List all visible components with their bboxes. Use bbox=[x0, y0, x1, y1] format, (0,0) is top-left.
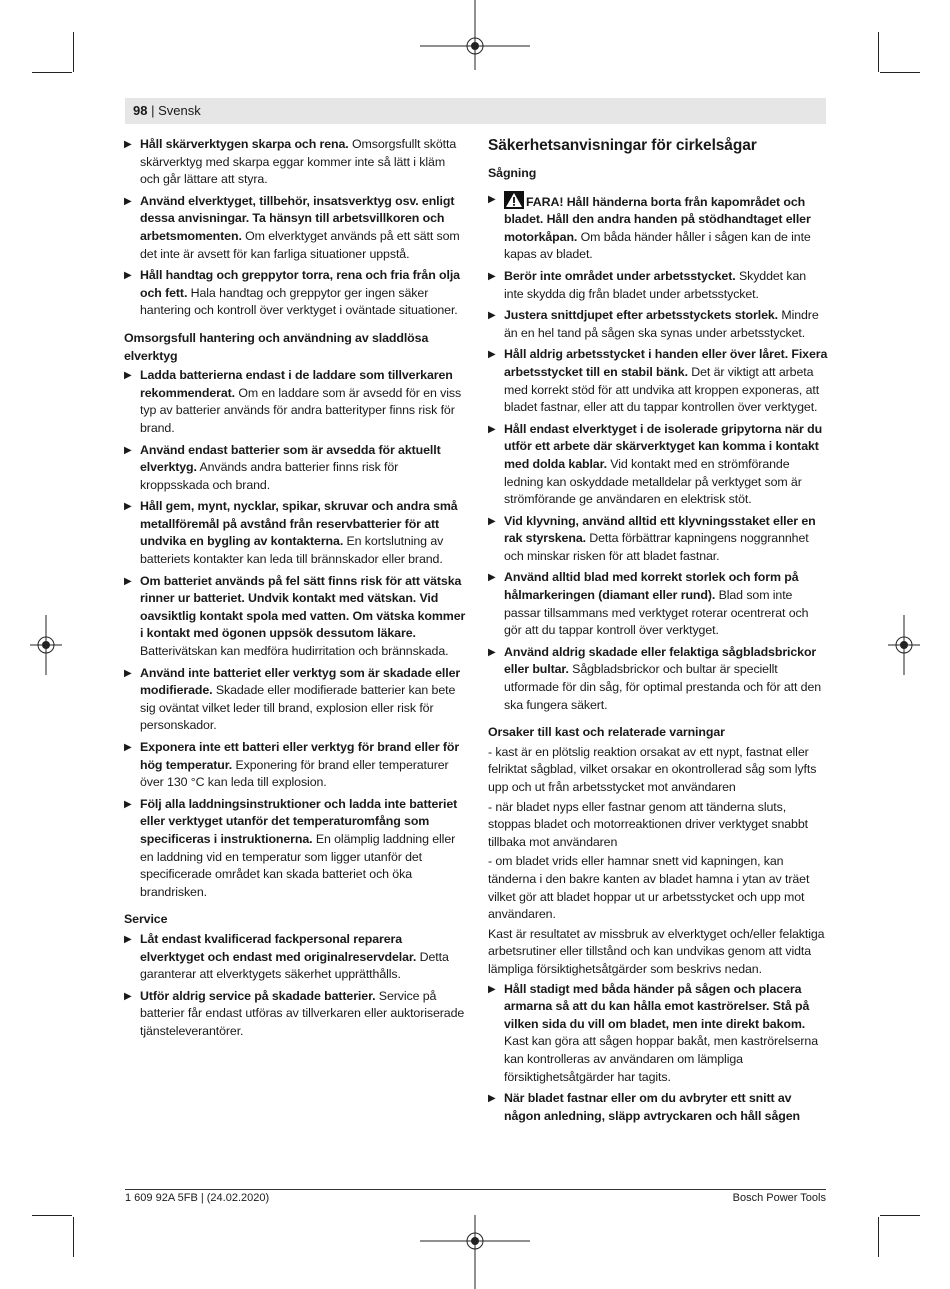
bullet-item bbox=[488, 421, 828, 509]
section-heading: Säkerhetsanvisningar för cirkelsågar bbox=[488, 137, 757, 154]
bullet-item bbox=[488, 191, 828, 264]
bullet-item bbox=[488, 569, 828, 639]
bullet-item bbox=[124, 796, 466, 902]
bullet-bold-text: Om batteriet används på fel sätt finns risk för att vätska rinner ur batteriet. Undvik kontakt med vätskan. Vid oavsiktlig kontakt spola med vatten. Om vätska kommer i kontakt med ögonen uppsök dessutom läkare. bbox=[140, 573, 466, 641]
crop-mark bbox=[878, 32, 879, 72]
bullet-arrow-icon: ▶ bbox=[488, 349, 496, 361]
bullet-item bbox=[124, 931, 466, 984]
bullet-body-text: Mindre än en hel tand på sågen ska synas under arbetsstycket. bbox=[504, 308, 819, 340]
bullet-item bbox=[124, 573, 466, 661]
bullet-bold-text: Använd endast batterier som är avsedda för aktuellt elverktyg. bbox=[140, 442, 441, 475]
bullet-body-text: Används andra batterier finns risk för kroppsskada och brand. bbox=[140, 460, 399, 492]
bullet-body-text: Service på batterier får endast utföras av tillverkaren eller auktoriserade tjänsteleverantörer. bbox=[140, 988, 465, 1038]
bullet-bold-text: Använd inte batteriet eller verktyg som är skadade eller modifierade. bbox=[140, 665, 461, 698]
bullet-arrow-icon: ▶ bbox=[488, 1093, 496, 1105]
bullet-body-text: Det är viktigt att arbeta med korrekt stöd för att undvika att kroppen exponeras, att bladet fastnar, eller att du tappar kontrollen över verktyget. bbox=[504, 364, 820, 415]
bullet-item bbox=[124, 442, 466, 495]
bullet-item bbox=[488, 268, 828, 303]
subsection-heading: Service bbox=[124, 912, 168, 927]
bullet-body-text: Om en laddare som är avsedd för en viss typ av batterier används för andra batterityper finns risk för brand. bbox=[140, 385, 462, 435]
bullet-bold-text: FARA! Håll händerna borta från kapområdet och bladet. Håll den andra handen på stödhandtaget eller motorkåpan. bbox=[504, 194, 811, 244]
bullet-item bbox=[124, 136, 466, 189]
left-column bbox=[124, 136, 466, 1045]
bullet-bold-text: Vid klyvning, använd alltid ett klyvningsstaket eller en rak styrskena. bbox=[504, 513, 816, 546]
registration-mark-top bbox=[420, 0, 530, 70]
bullet-bold-text: Följ alla laddningsinstruktioner och ladda inte batteriet eller verktyget utanför det temperaturomfång som specificeras i instruktionerna. bbox=[140, 796, 458, 846]
language-label: Svensk bbox=[158, 103, 201, 118]
paragraph: Kast är resultatet av missbruk av elverktyget och/eller felaktiga arbetsrutiner eller tillstånd och kan undvikas genom att vidta lämpliga försiktighetsåtgärder som beskrivs nedan. bbox=[488, 926, 825, 976]
footer-doc-id: 1 609 92A 5FB | (24.02.2020) bbox=[125, 1192, 270, 1204]
registration-mark-left bbox=[30, 615, 62, 675]
crop-mark bbox=[880, 1215, 920, 1216]
crop-mark bbox=[878, 1217, 879, 1257]
bullet-item bbox=[488, 513, 828, 566]
bullet-arrow-icon: ▶ bbox=[488, 983, 496, 995]
page-header bbox=[125, 98, 826, 124]
right-column bbox=[488, 136, 828, 1129]
bullet-body-text: Skyddet kan inte skydda dig från bladet under arbetsstycket. bbox=[504, 268, 807, 301]
bullet-item bbox=[488, 1090, 828, 1125]
bullet-body-text: Batterivätskan kan medföra hudirritation och brännskada. bbox=[140, 644, 449, 659]
crop-mark bbox=[32, 72, 72, 73]
paragraph: - när bladet nyps eller fastnar genom att tänderna sluts, stoppas bladet och motorreaktionen driver verktyget snabbt tillbaka mot användaren bbox=[488, 799, 808, 849]
bullet-arrow-icon: ▶ bbox=[488, 270, 496, 282]
bullet-body-text: Skadade eller modifierade batterier kan bete sig oväntat vilket leder till brand, explosion eller risk för personskador. bbox=[140, 683, 456, 733]
bullet-bold-text: Justera snittdjupet efter arbetsstyckets storlek. bbox=[504, 308, 778, 323]
bullet-body-text: Om elverktyget används på ett sätt som det inte är avsett för kan farliga situationer uppstå. bbox=[140, 228, 460, 261]
page-header-text: 98 | Svensk bbox=[133, 103, 201, 118]
bullet-body-text: En olämplig laddning eller en laddning vid en temperatur som ligger utanför det specificerade området kan skada batteriet och öka brandrisken. bbox=[140, 831, 456, 899]
bullet-item bbox=[124, 267, 466, 320]
bullet-body-text: Vid kontakt med en strömförande ledning kan oskyddade metalldelar på verktyget som är strömförande ge användaren en elektrisk stöt. bbox=[504, 456, 802, 507]
footer-divider bbox=[125, 1189, 826, 1190]
bullet-arrow-icon: ▶ bbox=[124, 667, 132, 679]
subsection-heading: Sågning bbox=[488, 166, 537, 180]
bullet-body-text: Hala handtag och greppytor ger ingen säker hantering och kontroll över verktyget i oväntade situationer. bbox=[140, 285, 458, 318]
bullet-item bbox=[124, 665, 466, 735]
footer-brand: Bosch Power Tools bbox=[732, 1192, 826, 1204]
bullet-bold-text: Använd aldrig skadade eller felaktiga sågbladsbrickor eller bultar. bbox=[504, 644, 817, 677]
subsection-heading: Orsaker till kast och relaterade varningar bbox=[488, 725, 725, 740]
bullet-bold-text: Håll stadigt med båda händer på sågen och placera armarna så att du kan hålla emot kaströrelser. Stå på vilken sida du vill om bladet, men inte direkt bakom. bbox=[504, 981, 810, 1031]
bullet-arrow-icon: ▶ bbox=[124, 444, 132, 456]
bullet-body-text: En kortslutning av batteriets kontakter kan leda till brännskador eller brand. bbox=[140, 534, 444, 567]
bullet-item bbox=[488, 981, 828, 1087]
bullet-bold-text: Ladda batterierna endast i de laddare som tillverkaren rekommenderat. bbox=[140, 368, 453, 400]
bullet-arrow-icon: ▶ bbox=[124, 270, 132, 282]
paragraph: - om bladet vrids eller hamnar snett vid kapningen, kan tänderna i den bakre kanten av bladet hamna i ytan av träet vilket gör att bladet hoppar ut ur arbetsstycket och upp mot användaren. bbox=[488, 854, 810, 922]
bullet-bold-text: Utför aldrig service på skadade batterier. bbox=[140, 988, 376, 1003]
bullet-arrow-icon: ▶ bbox=[124, 370, 132, 382]
bullet-arrow-icon: ▶ bbox=[124, 990, 132, 1002]
bullet-arrow-icon: ▶ bbox=[488, 423, 496, 435]
bullet-body-text: Omsorgsfullt skötta skärverktyg med skarpa eggar kommer inte så lätt i kläm och går lättare att styra. bbox=[140, 137, 457, 187]
bullet-body-text: Blad som inte passar tillsammans med verktyget roterar ocentrerat och gör att du tappar kontroll över verktyget. bbox=[504, 588, 809, 638]
bullet-item bbox=[124, 739, 466, 792]
bullet-body-text: Om båda händer håller i sågen kan de inte kapas av bladet. bbox=[504, 229, 811, 262]
bullet-bold-text: Exponera inte ett batteri eller verktyg för brand eller för hög temperatur. bbox=[140, 740, 460, 772]
bullet-arrow-icon: ▶ bbox=[124, 933, 132, 945]
subsection-heading: Omsorgsfull hantering och användning av sladdlösa elverktyg bbox=[124, 330, 429, 363]
bullet-bold-text: Berör inte området under arbetsstycket. bbox=[504, 268, 736, 283]
warning-triangle-icon bbox=[504, 191, 524, 209]
bullet-item bbox=[488, 644, 828, 714]
bullet-item bbox=[124, 193, 466, 263]
crop-mark bbox=[880, 72, 920, 73]
bullet-item bbox=[124, 988, 466, 1041]
bullet-arrow-icon: ▶ bbox=[488, 515, 496, 527]
page-number: 98 bbox=[133, 103, 148, 118]
bullet-arrow-icon: ▶ bbox=[488, 193, 496, 205]
registration-mark-right bbox=[888, 615, 920, 675]
bullet-bold-text: Håll endast elverktyget i de isolerade gripytorna när du utför ett arbete där skärverktyget kan komma i kontakt med dolda kablar. bbox=[504, 421, 823, 471]
registration-mark-bottom bbox=[420, 1215, 530, 1289]
crop-mark bbox=[73, 1217, 74, 1257]
bullet-arrow-icon: ▶ bbox=[488, 310, 496, 322]
bullet-item bbox=[124, 367, 466, 437]
bullet-bold-text: Använd alltid blad med korrekt storlek och form på hålmarkeringen (diamant eller rund). bbox=[504, 570, 799, 603]
bullet-body-text: Detta förbättrar kapningens noggrannhet och minskar risken för att bladet fastnar. bbox=[504, 531, 809, 563]
bullet-body-text: Sågbladsbrickor och bultar är speciellt utformade för din såg, för optimal prestanda och för att den ska fungera säkert. bbox=[504, 662, 822, 712]
bullet-bold-text: Låt endast kvalificerad fackpersonal reparera elverktyget och endast med originalreservdelar. bbox=[140, 931, 417, 964]
bullet-bold-text: När bladet fastnar eller om du avbryter ett snitt av någon anledning, släpp avtryckaren och håll sågen bbox=[504, 1091, 800, 1123]
bullet-arrow-icon: ▶ bbox=[124, 575, 132, 587]
bullet-arrow-icon: ▶ bbox=[124, 501, 132, 513]
bullet-item bbox=[488, 346, 828, 416]
bullet-arrow-icon: ▶ bbox=[124, 798, 132, 810]
bullet-body-text: Kast kan göra att sågen hoppar bakåt, men kaströrelserna kan kontrolleras av användaren om lämpliga försiktighetsåtgärder har tagits. bbox=[504, 1034, 818, 1084]
bullet-arrow-icon: ▶ bbox=[488, 572, 496, 584]
bullet-arrow-icon: ▶ bbox=[124, 195, 132, 207]
bullet-bold-text: Håll skärverktygen skarpa och rena. bbox=[140, 137, 349, 151]
bullet-bold-text: Håll aldrig arbetsstycket i handen eller över låret. Fixera arbetsstycket till en stabil bänk. bbox=[504, 347, 828, 379]
bullet-bold-text: Håll handtag och greppytor torra, rena och fria från olja och fett. bbox=[140, 268, 460, 300]
crop-mark bbox=[32, 1215, 72, 1216]
bullet-arrow-icon: ▶ bbox=[488, 646, 496, 658]
crop-mark bbox=[73, 32, 74, 72]
bullet-arrow-icon: ▶ bbox=[124, 139, 132, 150]
bullet-item bbox=[488, 307, 828, 342]
bullet-body-text: Exponering för brand eller temperaturer över 130 °C kan leda till explosion. bbox=[140, 757, 449, 790]
bullet-arrow-icon: ▶ bbox=[124, 742, 132, 753]
bullet-bold-text: Använd elverktyget, tillbehör, insatsverktyg osv. enligt dessa anvisningar. Ta hänsyn till arbetsvillkoren och arbetsmomenten. bbox=[140, 193, 455, 243]
paragraph: - kast är en plötslig reaktion orsakat av ett nypt, fastnat eller felriktat sågblad, vilket orsakar en okontrollerad såg som lyfts upp och ut från arbetsstycket mot användaren bbox=[488, 744, 817, 794]
bullet-body-text: Detta garanterar att elverktygets säkerhet upprätthålls. bbox=[140, 949, 449, 982]
bullet-item bbox=[124, 498, 466, 568]
bullet-bold-text: Håll gem, mynt, nycklar, spikar, skruvar och andra små metallföremål på avstånd från reservbatterier för att undvika en bygling av kontakterna. bbox=[140, 499, 458, 549]
